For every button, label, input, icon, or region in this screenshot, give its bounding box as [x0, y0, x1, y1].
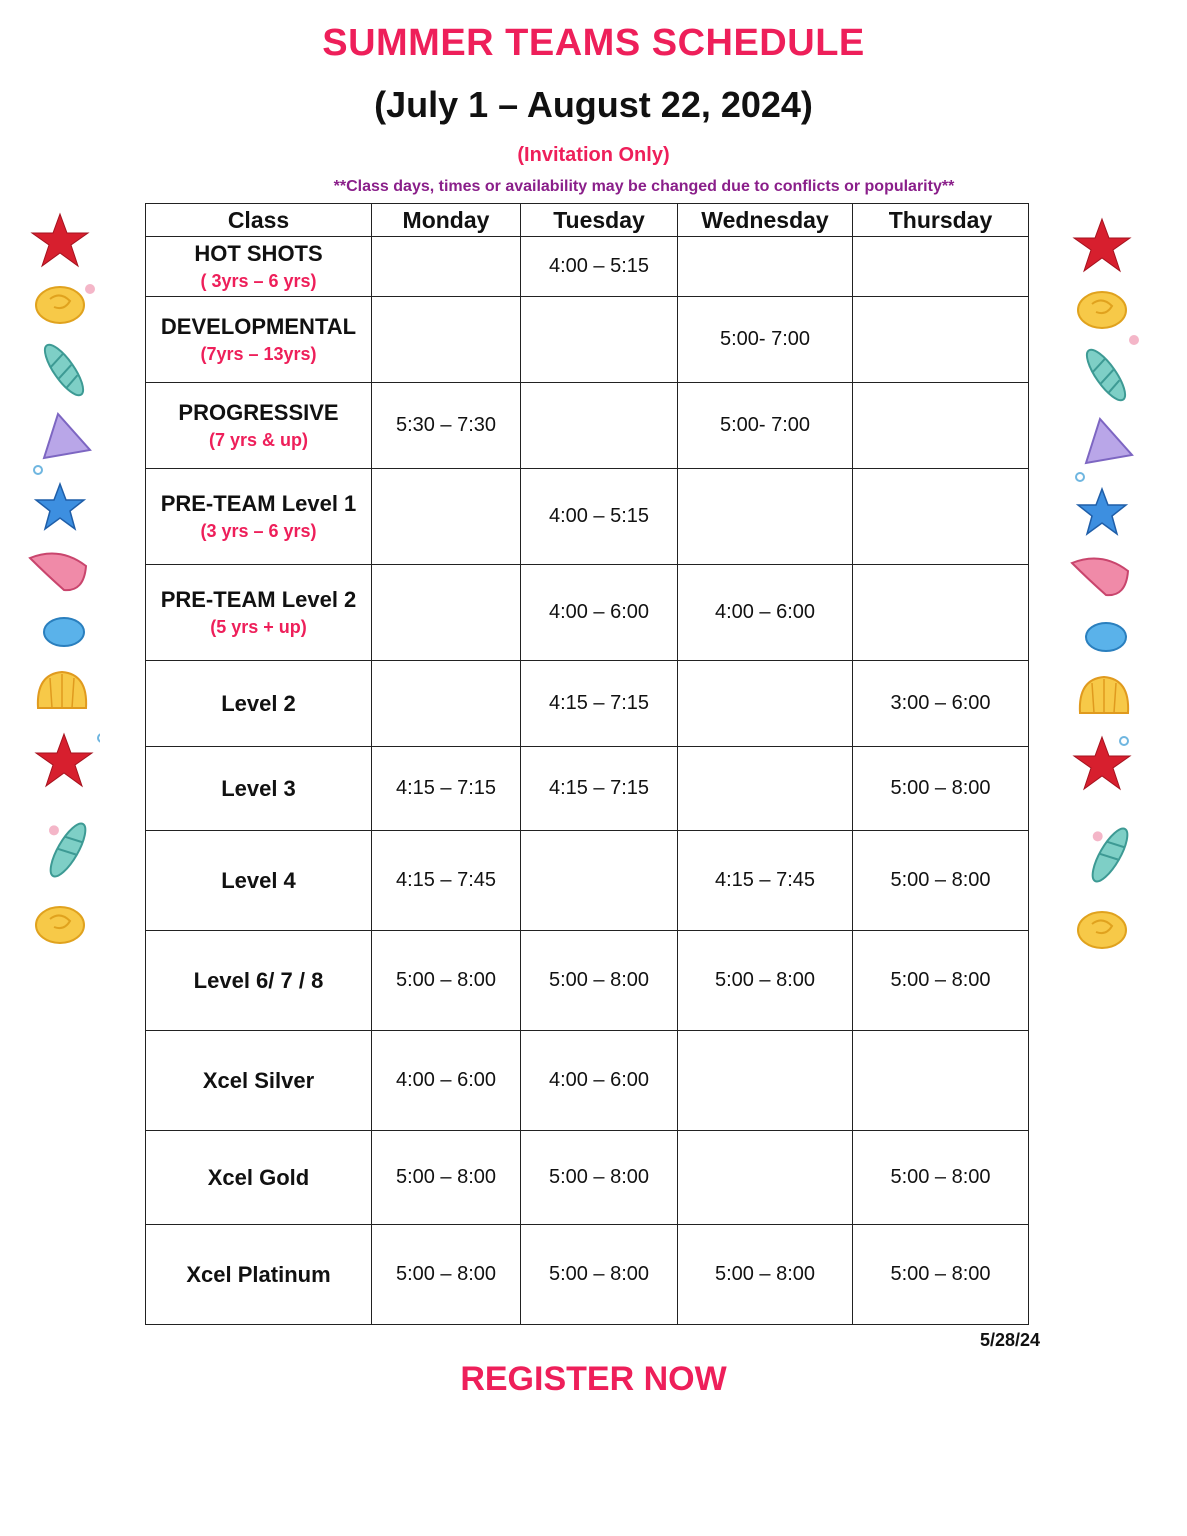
spiral-shell-icon [1081, 345, 1132, 406]
invitation-note: (Invitation Only) [517, 144, 670, 166]
date-stamp: 5/28/24 [979, 1330, 1041, 1350]
class-cell [146, 297, 372, 383]
table-row [146, 297, 1029, 383]
thursday-time-cell: 5:00 – 8:00 [853, 1131, 1029, 1225]
class-age-range: (7yrs – 13yrs) [200, 344, 317, 364]
seashell-icon [1078, 912, 1126, 948]
spiral-shell-icon [39, 340, 90, 401]
left-decoration-column [20, 210, 100, 970]
class-age-range: ( 3yrs – 6 yrs) [200, 271, 317, 291]
thursday-time-cell: 5:00 – 8:00 [853, 747, 1029, 831]
col-header-thursday: Thursday [853, 204, 1029, 237]
monday-time-cell [372, 661, 521, 747]
monday-time-cell: 5:00 – 8:00 [372, 931, 521, 1031]
blue-starfish-icon [1078, 489, 1126, 534]
blue-shell-icon [44, 618, 84, 646]
blue-starfish-icon [36, 484, 84, 529]
table-row [146, 565, 1029, 661]
thursday-time-cell [853, 565, 1029, 661]
date-range: (July 1 – August 22, 2024) [374, 84, 813, 125]
table-row [146, 237, 1029, 297]
conch-shell-icon [30, 554, 86, 591]
wednesday-time-cell [678, 237, 853, 297]
class-name: Xcel Gold [207, 1164, 310, 1190]
thursday-time-cell: 5:00 – 8:00 [853, 1225, 1029, 1325]
class-name: Level 4 [221, 867, 296, 893]
table-row [146, 931, 1029, 1031]
wednesday-time-cell: 4:15 – 7:45 [678, 831, 853, 931]
wednesday-time-cell [678, 469, 853, 565]
monday-time-cell [372, 565, 521, 661]
thursday-time-cell [853, 297, 1029, 383]
class-cell [146, 1031, 372, 1131]
cone-shell-icon [34, 414, 90, 474]
table-row [146, 747, 1029, 831]
col-header-wednesday: Wednesday [678, 204, 853, 237]
tuesday-time-cell [521, 297, 678, 383]
tuesday-time-cell: 4:00 – 6:00 [521, 565, 678, 661]
class-name: HOT SHOTS [194, 241, 323, 266]
seashell-icon [36, 907, 84, 943]
conch-shell-icon [1072, 559, 1128, 596]
class-cell [146, 383, 372, 469]
table-row [146, 469, 1029, 565]
spiral-shell-icon [30, 811, 92, 881]
right-decoration-column [1062, 215, 1142, 975]
tuesday-time-cell [521, 383, 678, 469]
wednesday-time-cell [678, 747, 853, 831]
wednesday-time-cell [678, 1031, 853, 1131]
tuesday-time-cell: 5:00 – 8:00 [521, 1131, 678, 1225]
starfish-icon [1074, 737, 1130, 789]
spiral-shell-icon [1073, 817, 1133, 886]
thursday-time-cell: 5:00 – 8:00 [853, 831, 1029, 931]
class-cell [146, 237, 372, 297]
seashell-icon [36, 284, 95, 323]
blue-shell-icon [1086, 623, 1126, 651]
col-header-tuesday: Tuesday [521, 204, 678, 237]
table-row [146, 1031, 1029, 1131]
schedule-table [145, 203, 1029, 1325]
tuesday-time-cell: 5:00 – 8:00 [521, 1225, 678, 1325]
col-header-monday: Monday [372, 204, 521, 237]
tuesday-time-cell: 4:15 – 7:15 [521, 747, 678, 831]
thursday-time-cell [853, 383, 1029, 469]
tuesday-time-cell [521, 831, 678, 931]
header-row [146, 204, 1029, 237]
scallop-shell-icon [1080, 677, 1128, 713]
register-now-link[interactable]: REGISTER NOW [460, 1360, 727, 1398]
tuesday-time-cell: 4:15 – 7:15 [521, 661, 678, 747]
class-age-range: (5 yrs + up) [210, 617, 307, 637]
class-cell [146, 661, 372, 747]
thursday-time-cell [853, 1031, 1029, 1131]
class-cell [146, 747, 372, 831]
class-name: PROGRESSIVE [178, 400, 339, 425]
class-cell [146, 565, 372, 661]
class-name: DEVELOPMENTAL [160, 314, 357, 339]
table-row [146, 383, 1029, 469]
scallop-shell-icon [38, 672, 86, 708]
starfish-icon [36, 734, 100, 786]
tuesday-time-cell: 4:00 – 6:00 [521, 1031, 678, 1131]
disclaimer-note: **Class days, times or availability may be changed due to conflicts or popularity** [333, 178, 955, 195]
wednesday-time-cell: 5:00- 7:00 [678, 383, 853, 469]
class-cell [146, 1225, 372, 1325]
monday-time-cell [372, 469, 521, 565]
monday-time-cell: 5:30 – 7:30 [372, 383, 521, 469]
monday-time-cell: 5:00 – 8:00 [372, 1131, 521, 1225]
class-name: Xcel Silver [202, 1067, 315, 1093]
starfish-icon [1074, 219, 1130, 271]
table-row [146, 661, 1029, 747]
wednesday-time-cell [678, 661, 853, 747]
class-age-range: (7 yrs & up) [208, 430, 309, 450]
class-cell [146, 831, 372, 931]
class-name: PRE-TEAM Level 2 [160, 587, 357, 612]
thursday-time-cell: 5:00 – 8:00 [853, 931, 1029, 1031]
tuesday-time-cell: 5:00 – 8:00 [521, 931, 678, 1031]
class-name: Level 6/ 7 / 8 [193, 967, 324, 993]
wednesday-time-cell: 5:00- 7:00 [678, 297, 853, 383]
table-row [146, 1225, 1029, 1325]
monday-time-cell: 4:00 – 6:00 [372, 1031, 521, 1131]
class-cell [146, 1131, 372, 1225]
class-name: PRE-TEAM Level 1 [160, 491, 357, 516]
wednesday-time-cell: 5:00 – 8:00 [678, 1225, 853, 1325]
wednesday-time-cell: 5:00 – 8:00 [678, 931, 853, 1031]
monday-time-cell: 4:15 – 7:45 [372, 831, 521, 931]
thursday-time-cell [853, 237, 1029, 297]
class-cell [146, 469, 372, 565]
starfish-icon [32, 214, 88, 266]
thursday-time-cell [853, 469, 1029, 565]
col-header-class: Class [146, 204, 372, 237]
wednesday-time-cell [678, 1131, 853, 1225]
class-name: Xcel Platinum [186, 1261, 331, 1287]
table-row [146, 1131, 1029, 1225]
monday-time-cell [372, 237, 521, 297]
thursday-time-cell: 3:00 – 6:00 [853, 661, 1029, 747]
class-name: Level 2 [221, 690, 296, 716]
class-name: Level 3 [221, 775, 296, 801]
seashell-icon [1078, 292, 1139, 345]
table-row [146, 831, 1029, 931]
class-cell [146, 931, 372, 1031]
wednesday-time-cell: 4:00 – 6:00 [678, 565, 853, 661]
class-age-range: (3 yrs – 6 yrs) [200, 521, 317, 541]
monday-time-cell [372, 297, 521, 383]
monday-time-cell: 5:00 – 8:00 [372, 1225, 521, 1325]
page-title: SUMMER TEAMS SCHEDULE [322, 22, 865, 64]
cone-shell-icon [1076, 419, 1132, 481]
tuesday-time-cell: 4:00 – 5:15 [521, 469, 678, 565]
tuesday-time-cell: 4:00 – 5:15 [521, 237, 678, 297]
monday-time-cell: 4:15 – 7:15 [372, 747, 521, 831]
